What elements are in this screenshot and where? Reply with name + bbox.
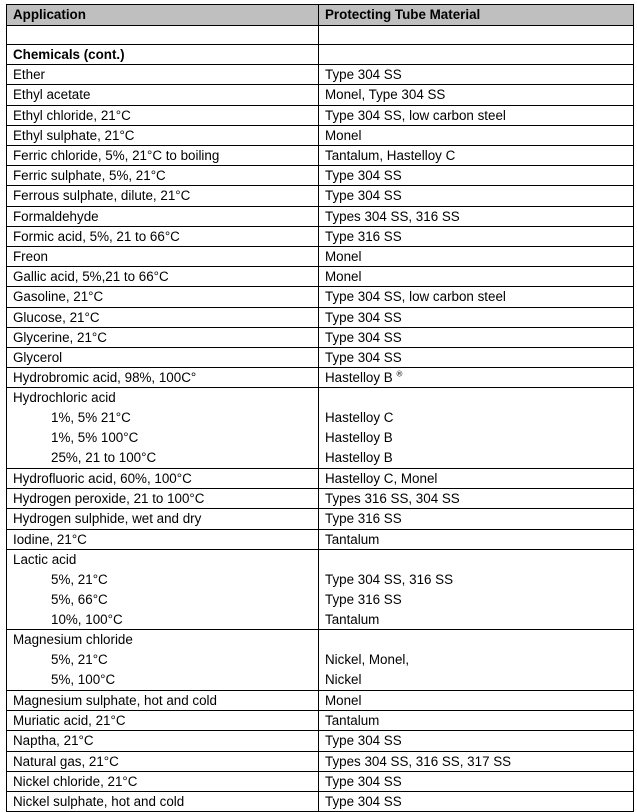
table-row: [7, 287, 634, 307]
material-cell: [319, 549, 634, 630]
table-row: [7, 489, 634, 509]
table-row: [7, 771, 634, 791]
registered-mark: ®: [396, 369, 403, 379]
application-cell: [7, 388, 319, 469]
material-text: Types 304 SS, 316 SS: [325, 208, 460, 224]
material-cell: [319, 348, 634, 368]
section-row: [7, 45, 634, 65]
material-cell: [319, 247, 634, 267]
material-cell: [319, 368, 634, 388]
material-text: Type 304 SS: [325, 309, 402, 325]
application-cell: Ethyl acetate: [7, 85, 319, 105]
application-cell: Ferrous sulphate, dilute, 21°C: [7, 186, 319, 206]
group-blank: [325, 550, 633, 570]
material-cell: [319, 267, 634, 287]
table-row: [7, 731, 634, 751]
material-text: Type 304 SS: [325, 329, 402, 345]
sub-application: 10%, 100°C: [51, 611, 123, 627]
material-cell: [319, 307, 634, 327]
table-row: [7, 751, 634, 771]
table-row: [7, 206, 634, 226]
material-cell: [319, 388, 634, 469]
material-text: Type 304 SS: [325, 794, 402, 810]
material-cell: [319, 489, 634, 509]
table-row: [7, 267, 634, 287]
application-cell: Ferric sulphate, 5%, 21°C: [7, 166, 319, 186]
application-cell: Ferric chloride, 5%, 21°C to boiling: [7, 146, 319, 166]
material-text: Type 316 SS: [325, 228, 402, 244]
application-cell: Glycerol: [7, 348, 319, 368]
table-row: [7, 65, 634, 85]
application-cell: Hydrogen sulphide, wet and dry: [7, 509, 319, 529]
header-row: [7, 5, 634, 26]
table-row: [7, 327, 634, 347]
material-cell: [319, 509, 634, 529]
material-text: Monel: [325, 269, 362, 285]
table-row: [7, 368, 634, 388]
group-title: Magnesium chloride: [13, 632, 133, 648]
material-cell: [319, 166, 634, 186]
material-cell: [319, 327, 634, 347]
material-text: Hastelloy C, Monel: [325, 471, 438, 487]
group-title: Hydrochloric acid: [13, 390, 116, 406]
material-cell: [319, 226, 634, 246]
application-cell: Gallic acid, 5%,21 to 66°C: [7, 267, 319, 287]
header-material: Protecting Tube Material: [319, 5, 634, 26]
table-row: [7, 186, 634, 206]
table-row: [7, 509, 634, 529]
spacer-cell: [7, 26, 319, 45]
spacer-cell: [319, 26, 634, 45]
material-cell: [319, 792, 634, 812]
group-title: Lactic acid: [13, 551, 77, 567]
material-text: Monel, Type 304 SS: [325, 87, 446, 103]
table-row: [7, 529, 634, 549]
table-row: [7, 348, 634, 368]
material-cell: [319, 287, 634, 307]
application-cell: [7, 549, 319, 630]
material-text: Type 304 SS, low carbon steel: [325, 107, 506, 123]
material-text: Type 304 SS, low carbon steel: [325, 289, 506, 305]
table-row: [7, 166, 634, 186]
material-text: Tantalum: [325, 531, 380, 547]
sub-application: 1%, 5% 21°C: [51, 410, 131, 426]
material-cell: [319, 469, 634, 489]
material-cell: [319, 85, 634, 105]
sub-application: 25%, 21 to 100°C: [51, 450, 157, 466]
material-text: Monel: [325, 249, 362, 265]
application-cell: Iodine, 21°C: [7, 529, 319, 549]
table-row-group: [7, 549, 634, 630]
material-cell: [319, 125, 634, 145]
application-cell: Gasoline, 21°C: [7, 287, 319, 307]
sub-material: Type 304 SS, 316 SS: [325, 571, 454, 587]
application-cell: Hydrogen peroxide, 21 to 100°C: [7, 489, 319, 509]
application-cell: Glucose, 21°C: [7, 307, 319, 327]
material-cell: [319, 146, 634, 166]
table-row: [7, 226, 634, 246]
material-cell: [319, 691, 634, 711]
application-cell: Glycerine, 21°C: [7, 327, 319, 347]
sub-material: Hastelloy B: [325, 430, 393, 446]
header-application: Application: [7, 5, 319, 26]
spacer-row: [7, 26, 634, 45]
material-text: Type 316 SS: [325, 511, 402, 527]
section-empty: [319, 45, 634, 65]
sub-application: 1%, 5% 100°C: [51, 430, 139, 446]
table-row: [7, 711, 634, 731]
material-text: Types 316 SS, 304 SS: [325, 491, 460, 507]
application-cell: Hydrofluoric acid, 60%, 100°C: [7, 469, 319, 489]
material-cell: [319, 771, 634, 791]
application-cell: Nickel sulphate, hot and cold: [7, 792, 319, 812]
table-row: [7, 125, 634, 145]
group-blank: [325, 630, 633, 650]
application-cell: Ethyl chloride, 21°C: [7, 105, 319, 125]
application-cell: Freon: [7, 247, 319, 267]
material-cell: [319, 731, 634, 751]
material-text: Type 304 SS: [325, 773, 402, 789]
application-cell: Nickel chloride, 21°C: [7, 771, 319, 791]
table-row: [7, 691, 634, 711]
sub-material: Tantalum: [325, 611, 380, 627]
material-cell: [319, 711, 634, 731]
application-cell: Ethyl sulphate, 21°C: [7, 125, 319, 145]
material-text: Types 304 SS, 316 SS, 317 SS: [325, 753, 512, 769]
material-text: Monel: [325, 127, 362, 143]
material-text: Type 304 SS: [325, 350, 402, 366]
application-cell: Formic acid, 5%, 21 to 66°C: [7, 226, 319, 246]
table-row: [7, 105, 634, 125]
material-text: Type 304 SS: [325, 67, 402, 83]
table-row-group: [7, 388, 634, 469]
application-cell: Muriatic acid, 21°C: [7, 711, 319, 731]
application-cell: [7, 630, 319, 691]
sub-material: Type 316 SS: [325, 591, 402, 607]
material-cell: [319, 630, 634, 691]
material-text: Monel: [325, 693, 362, 709]
application-cell: Natural gas, 21°C: [7, 751, 319, 771]
table-row: [7, 792, 634, 812]
sub-material: Nickel: [325, 672, 362, 688]
group-blank: [325, 388, 633, 408]
sub-material: Hastelloy C: [325, 410, 394, 426]
table-row-group: [7, 630, 634, 691]
material-text: Type 304 SS: [325, 168, 402, 184]
material-text: Tantalum: [325, 713, 380, 729]
material-cell: [319, 206, 634, 226]
application-cell: Naptha, 21°C: [7, 731, 319, 751]
sub-material: Nickel, Monel,: [325, 652, 410, 668]
material-cell: [319, 186, 634, 206]
section-title: Chemicals (cont.): [7, 45, 319, 65]
application-cell: Magnesium sulphate, hot and cold: [7, 691, 319, 711]
table-row: [7, 307, 634, 327]
material-cell: [319, 65, 634, 85]
application-cell: Hydrobromic acid, 98%, 100C°: [7, 368, 319, 388]
material-text: Tantalum, Hastelloy C: [325, 148, 456, 164]
material-cell: [319, 105, 634, 125]
material-text: Type 304 SS: [325, 733, 402, 749]
sub-application: 5%, 21°C: [51, 652, 108, 668]
table-row: [7, 247, 634, 267]
table-row: [7, 146, 634, 166]
material-text: Hastelloy B: [325, 370, 393, 386]
material-cell: [319, 529, 634, 549]
table-row: [7, 85, 634, 105]
sub-material: Hastelloy B: [325, 450, 393, 466]
table-row: [7, 469, 634, 489]
application-cell: Ether: [7, 65, 319, 85]
sub-application: 5%, 21°C: [51, 571, 108, 587]
material-cell: [319, 751, 634, 771]
materials-table: [6, 4, 634, 812]
sub-application: 5%, 66°C: [51, 591, 108, 607]
sub-application: 5%, 100°C: [51, 672, 116, 688]
material-text: Type 304 SS: [325, 188, 402, 204]
application-cell: Formaldehyde: [7, 206, 319, 226]
